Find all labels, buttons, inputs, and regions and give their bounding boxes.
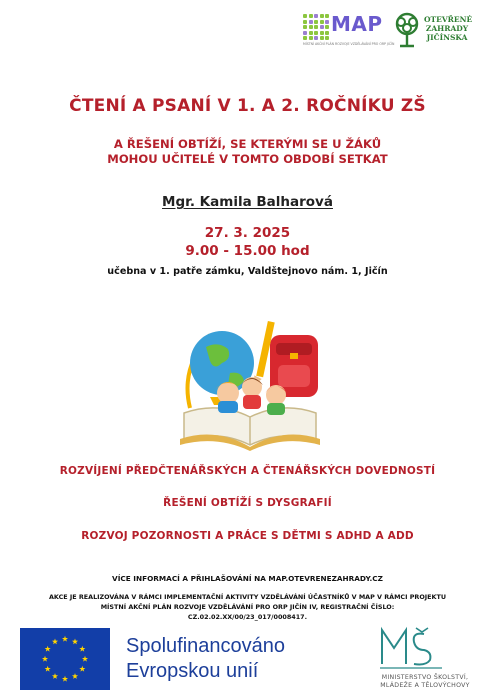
oz-line-1: OTEVŘENÉ bbox=[424, 15, 473, 24]
msmt-line-1: MINISTERSTVO ŠKOLSTVÍ, bbox=[381, 674, 469, 681]
msmt-logo bbox=[370, 624, 470, 696]
eu-line-1: Spolufinancováno bbox=[126, 635, 286, 657]
lecturer-row bbox=[0, 191, 495, 210]
project-line-2: MÍSTNÍ AKČNÍ PLÁN ROZVOJE VZDĚLÁVÁNÍ PRO ORP JIČÍN IV, REGISTRAČNÍ ČÍSLO: bbox=[100, 603, 395, 611]
topic-1: ROZVÍJENÍ PŘEDČTENÁŘSKÝCH A ČTENÁŘSKÝCH DOVEDNOSTÍ bbox=[59, 465, 436, 477]
project-line-1: AKCE JE REALIZOVÁNA V RÁMCI IMPLEMENTAČNÍ AKTIVITY VZDĚLÁVÁNÍ ÚČASTNÍKŮ V MAP V RÁMCI PROJEKTU bbox=[48, 593, 447, 601]
event-place: učebna v 1. patře zámku, Valdštejnovo nám. 1, Jičín bbox=[107, 266, 388, 277]
project-info bbox=[0, 592, 495, 622]
msmt-line-2: MLÁDEŽE A TĚLOVÝCHOVY bbox=[380, 682, 470, 689]
map-logo-tagline: MÍSTNÍ AKČNÍ PLÁN ROZVOJE VZDĚLÁVÁNÍ PRO ORP JIČÍN bbox=[303, 42, 395, 46]
tree-icon bbox=[392, 12, 422, 50]
oz-line-2: ZAHRADY bbox=[425, 24, 469, 33]
event-title: ČTENÍ A PSANÍ V 1. A 2. ROČNÍKU ZŠ bbox=[69, 96, 426, 116]
kids-reading-illustration bbox=[170, 313, 330, 453]
map-logo-text: MAP bbox=[331, 12, 383, 36]
event-subtitle bbox=[0, 137, 495, 167]
eu-flag-icon bbox=[20, 628, 110, 690]
registration-info: VÍCE INFORMACÍ A PŘIHLAŠOVÁNÍ NA MAP.OTEVRENEZAHRADY.CZ bbox=[112, 574, 383, 583]
otevrene-zahrady-logo bbox=[392, 12, 482, 50]
otevrene-zahrady-text bbox=[424, 15, 473, 42]
event-date: 27. 3. 2025 bbox=[204, 225, 291, 241]
eu-line-2: Evropskou unií bbox=[126, 660, 259, 682]
eu-cofunding-text bbox=[126, 634, 285, 684]
msmt-text bbox=[370, 674, 480, 690]
topic-2: ŘEŠENÍ OBTÍŽÍ S DYSGRAFIÍ bbox=[163, 497, 332, 509]
subtitle-line-2: MOHOU UČITELÉ V TOMTO OBDOBÍ SETKAT bbox=[107, 152, 388, 166]
oz-line-3: JIČÍNSKA bbox=[426, 33, 468, 42]
event-time: 9.00 - 15.00 hod bbox=[185, 243, 310, 259]
map-logo bbox=[303, 12, 395, 46]
topic-3: ROZVOJ POZORNOSTI A PRÁCE S DĚTMI S ADHD A ADD bbox=[81, 530, 414, 542]
lecturer-name: Mgr. Kamila Balharová bbox=[162, 194, 333, 210]
map-dots-icon bbox=[303, 14, 329, 40]
project-line-3: CZ.02.02.XX/00/23_017/0008417. bbox=[187, 613, 308, 621]
open-book-icon bbox=[180, 408, 320, 451]
subtitle-line-1: A ŘEŠENÍ OBTÍŽÍ, SE KTERÝMI SE U ŽÁKŮ bbox=[113, 137, 382, 151]
msmt-mark-icon bbox=[376, 624, 446, 672]
